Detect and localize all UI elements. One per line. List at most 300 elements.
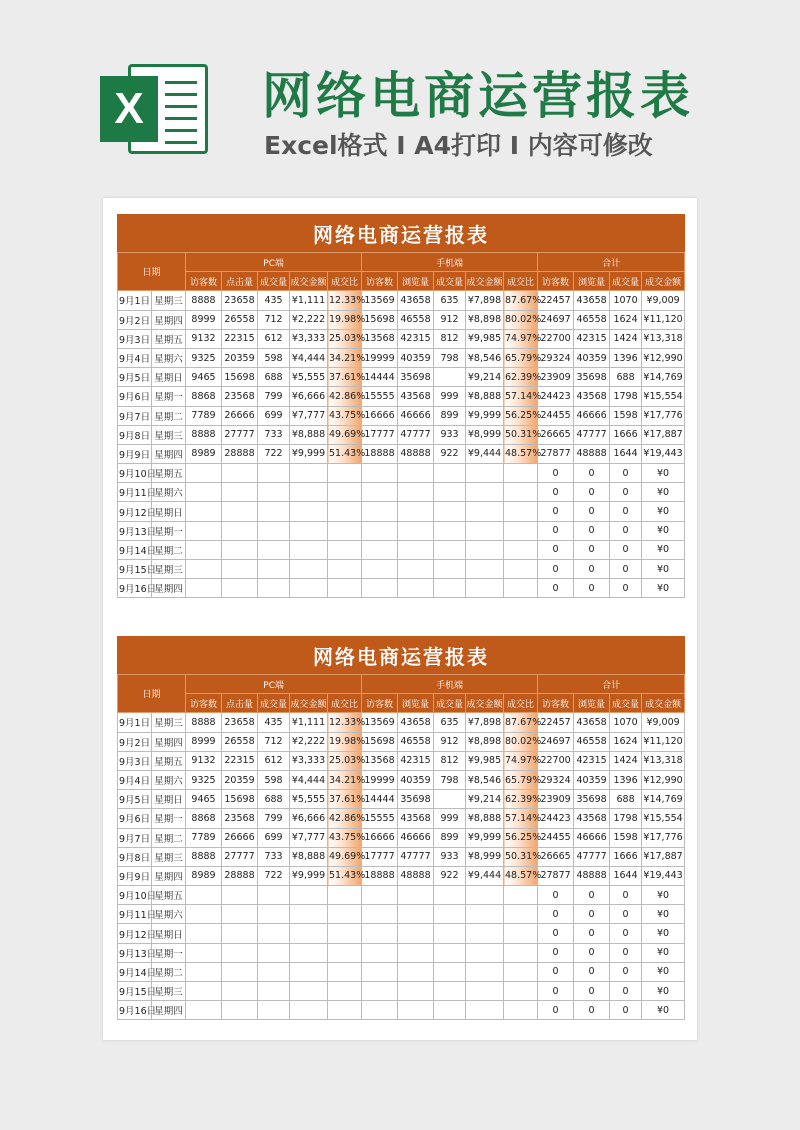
table-cell[interactable]: 40359 — [398, 348, 434, 367]
table-cell[interactable]: 0 — [538, 943, 574, 962]
table-cell[interactable]: ¥12,990 — [642, 348, 685, 367]
table-cell[interactable] — [258, 943, 290, 962]
table-cell[interactable] — [504, 540, 538, 559]
table-cell[interactable]: 42315 — [574, 751, 610, 770]
table-cell[interactable]: 12.33% — [328, 291, 362, 310]
table-cell[interactable] — [186, 924, 222, 943]
table-cell[interactable]: 28888 — [222, 444, 258, 463]
table-cell[interactable] — [222, 560, 258, 579]
table-cell[interactable]: ¥7,898 — [466, 713, 504, 732]
table-cell[interactable]: 42315 — [574, 329, 610, 348]
table-cell[interactable]: 0 — [610, 464, 642, 483]
table-cell[interactable] — [466, 943, 504, 962]
table-cell[interactable]: ¥0 — [642, 943, 685, 962]
table-cell[interactable]: 12.33% — [328, 713, 362, 732]
table-cell[interactable]: 26558 — [222, 310, 258, 329]
table-cell[interactable]: 43.75% — [328, 406, 362, 425]
table-cell[interactable]: 星期一 — [152, 809, 186, 828]
table-cell[interactable]: ¥13,318 — [642, 751, 685, 770]
table-cell[interactable]: 733 — [258, 847, 290, 866]
table-cell[interactable] — [290, 464, 328, 483]
table-cell[interactable]: ¥15,554 — [642, 387, 685, 406]
table-cell[interactable]: 24697 — [538, 310, 574, 329]
table-cell[interactable]: 712 — [258, 732, 290, 751]
table-cell[interactable] — [362, 483, 398, 502]
table-cell[interactable]: 1598 — [610, 406, 642, 425]
table-cell[interactable]: ¥8,546 — [466, 348, 504, 367]
table-cell[interactable]: 星期四 — [152, 444, 186, 463]
table-cell[interactable]: ¥9,444 — [466, 866, 504, 885]
table-cell[interactable]: 49.69% — [328, 847, 362, 866]
table-cell[interactable]: ¥9,999 — [466, 828, 504, 847]
table-cell[interactable]: ¥0 — [642, 579, 685, 598]
table-cell[interactable]: 0 — [610, 483, 642, 502]
table-cell[interactable]: 50.31% — [504, 847, 538, 866]
table-cell[interactable]: 635 — [434, 291, 466, 310]
table-cell[interactable]: 星期三 — [152, 291, 186, 310]
table-cell[interactable]: 星期六 — [152, 348, 186, 367]
table-cell[interactable]: 22457 — [538, 713, 574, 732]
table-cell[interactable]: 1666 — [610, 847, 642, 866]
table-cell[interactable] — [434, 1001, 466, 1020]
table-cell[interactable] — [362, 905, 398, 924]
table-cell[interactable]: 22700 — [538, 751, 574, 770]
table-cell[interactable]: ¥8,898 — [466, 310, 504, 329]
table-cell[interactable]: 1644 — [610, 444, 642, 463]
table-cell[interactable]: 1424 — [610, 751, 642, 770]
table-cell[interactable]: ¥0 — [642, 502, 685, 521]
table-cell[interactable]: 0 — [574, 924, 610, 943]
table-cell[interactable] — [466, 924, 504, 943]
table-cell[interactable]: 0 — [574, 1001, 610, 1020]
table-cell[interactable] — [328, 560, 362, 579]
table-cell[interactable] — [504, 924, 538, 943]
table-cell[interactable] — [258, 1001, 290, 1020]
table-cell[interactable] — [222, 540, 258, 559]
table-cell[interactable] — [504, 982, 538, 1001]
table-cell[interactable]: 0 — [538, 905, 574, 924]
table-cell[interactable]: ¥0 — [642, 924, 685, 943]
table-cell[interactable] — [434, 924, 466, 943]
table-cell[interactable]: 7789 — [186, 406, 222, 425]
table-cell[interactable]: ¥17,776 — [642, 406, 685, 425]
table-cell[interactable]: 9月16日 — [118, 579, 152, 598]
table-cell[interactable]: 8989 — [186, 444, 222, 463]
table-cell[interactable]: 35698 — [398, 790, 434, 809]
table-cell[interactable] — [290, 924, 328, 943]
table-cell[interactable] — [434, 502, 466, 521]
table-cell[interactable] — [398, 905, 434, 924]
table-cell[interactable]: 22700 — [538, 329, 574, 348]
table-cell[interactable] — [222, 464, 258, 483]
table-cell[interactable]: 56.25% — [504, 406, 538, 425]
table-cell[interactable]: ¥7,898 — [466, 291, 504, 310]
table-cell[interactable] — [258, 464, 290, 483]
table-cell[interactable]: 35698 — [398, 368, 434, 387]
table-cell[interactable]: 51.43% — [328, 866, 362, 885]
table-cell[interactable] — [186, 502, 222, 521]
table-cell[interactable]: 9月15日 — [118, 560, 152, 579]
table-cell[interactable]: ¥8,898 — [466, 732, 504, 751]
table-cell[interactable]: 47777 — [574, 847, 610, 866]
table-cell[interactable]: 29324 — [538, 348, 574, 367]
table-cell[interactable]: 40359 — [398, 770, 434, 789]
table-cell[interactable]: 0 — [538, 483, 574, 502]
table-cell[interactable]: 15698 — [222, 790, 258, 809]
table-cell[interactable]: 星期日 — [152, 924, 186, 943]
table-cell[interactable]: 46558 — [574, 310, 610, 329]
table-cell[interactable] — [434, 886, 466, 905]
table-cell[interactable]: ¥1,111 — [290, 713, 328, 732]
table-cell[interactable]: 8888 — [186, 847, 222, 866]
table-cell[interactable] — [328, 943, 362, 962]
table-cell[interactable]: 43658 — [574, 291, 610, 310]
table-cell[interactable]: ¥9,985 — [466, 329, 504, 348]
table-cell[interactable]: 0 — [610, 924, 642, 943]
table-cell[interactable]: 9132 — [186, 329, 222, 348]
table-cell[interactable]: 9月12日 — [118, 502, 152, 521]
table-cell[interactable]: 0 — [574, 943, 610, 962]
table-cell[interactable]: 43658 — [574, 713, 610, 732]
table-cell[interactable]: 9132 — [186, 751, 222, 770]
table-cell[interactable] — [362, 924, 398, 943]
table-cell[interactable]: 46666 — [398, 828, 434, 847]
table-cell[interactable]: 9月1日 — [118, 713, 152, 732]
table-cell[interactable]: 912 — [434, 310, 466, 329]
table-cell[interactable] — [466, 1001, 504, 1020]
table-cell[interactable]: 43568 — [398, 387, 434, 406]
table-cell[interactable]: 933 — [434, 847, 466, 866]
table-cell[interactable]: 9月8日 — [118, 425, 152, 444]
table-cell[interactable]: 37.61% — [328, 790, 362, 809]
table-cell[interactable]: 星期三 — [152, 847, 186, 866]
table-cell[interactable] — [398, 943, 434, 962]
table-cell[interactable]: 星期三 — [152, 713, 186, 732]
table-cell[interactable]: 13568 — [362, 751, 398, 770]
table-cell[interactable]: 0 — [574, 540, 610, 559]
table-cell[interactable]: 999 — [434, 387, 466, 406]
table-cell[interactable]: 798 — [434, 770, 466, 789]
table-cell[interactable] — [504, 1001, 538, 1020]
table-cell[interactable]: 星期四 — [152, 1001, 186, 1020]
table-cell[interactable]: 26666 — [222, 828, 258, 847]
table-cell[interactable]: 27877 — [538, 444, 574, 463]
table-cell[interactable]: 星期六 — [152, 483, 186, 502]
table-cell[interactable]: 0 — [538, 924, 574, 943]
table-cell[interactable]: 26665 — [538, 847, 574, 866]
table-cell[interactable]: 46666 — [574, 406, 610, 425]
table-cell[interactable]: ¥8,888 — [290, 425, 328, 444]
table-cell[interactable]: ¥11,120 — [642, 310, 685, 329]
table-cell[interactable]: ¥8,888 — [466, 809, 504, 828]
table-cell[interactable]: 8868 — [186, 387, 222, 406]
table-cell[interactable]: 星期一 — [152, 521, 186, 540]
table-cell[interactable] — [328, 924, 362, 943]
table-cell[interactable]: 799 — [258, 387, 290, 406]
table-cell[interactable]: 星期五 — [152, 329, 186, 348]
table-cell[interactable] — [362, 962, 398, 981]
table-cell[interactable]: 星期三 — [152, 425, 186, 444]
table-cell[interactable] — [434, 579, 466, 598]
table-cell[interactable]: 13569 — [362, 291, 398, 310]
table-cell[interactable] — [466, 579, 504, 598]
table-cell[interactable]: 0 — [538, 540, 574, 559]
table-cell[interactable]: 22457 — [538, 291, 574, 310]
table-cell[interactable]: 46558 — [574, 732, 610, 751]
table-cell[interactable]: 17777 — [362, 847, 398, 866]
table-cell[interactable]: 612 — [258, 329, 290, 348]
table-cell[interactable]: 1644 — [610, 866, 642, 885]
table-cell[interactable]: 18888 — [362, 444, 398, 463]
table-cell[interactable]: 9325 — [186, 770, 222, 789]
table-cell[interactable]: 9月9日 — [118, 444, 152, 463]
table-cell[interactable]: ¥4,444 — [290, 770, 328, 789]
table-cell[interactable]: ¥9,999 — [466, 406, 504, 425]
table-cell[interactable]: 42315 — [398, 751, 434, 770]
table-cell[interactable] — [290, 579, 328, 598]
table-cell[interactable]: 47777 — [398, 847, 434, 866]
table-cell[interactable]: 688 — [258, 790, 290, 809]
table-cell[interactable] — [434, 790, 466, 809]
table-cell[interactable] — [504, 560, 538, 579]
table-cell[interactable]: 14444 — [362, 368, 398, 387]
table-cell[interactable]: 1070 — [610, 713, 642, 732]
table-cell[interactable] — [504, 886, 538, 905]
table-cell[interactable] — [362, 579, 398, 598]
table-cell[interactable]: ¥11,120 — [642, 732, 685, 751]
table-cell[interactable]: ¥7,777 — [290, 406, 328, 425]
table-cell[interactable]: ¥0 — [642, 560, 685, 579]
table-cell[interactable] — [186, 579, 222, 598]
table-cell[interactable] — [328, 886, 362, 905]
table-cell[interactable] — [258, 982, 290, 1001]
table-cell[interactable]: 435 — [258, 713, 290, 732]
table-cell[interactable]: ¥9,214 — [466, 790, 504, 809]
table-cell[interactable]: 0 — [574, 483, 610, 502]
table-cell[interactable] — [186, 540, 222, 559]
table-cell[interactable] — [398, 886, 434, 905]
table-cell[interactable]: 星期一 — [152, 943, 186, 962]
table-cell[interactable]: 1396 — [610, 348, 642, 367]
table-cell[interactable] — [186, 962, 222, 981]
table-cell[interactable]: 43568 — [398, 809, 434, 828]
table-cell[interactable] — [328, 1001, 362, 1020]
table-cell[interactable]: 922 — [434, 866, 466, 885]
table-cell[interactable] — [222, 483, 258, 502]
table-cell[interactable]: 49.69% — [328, 425, 362, 444]
table-cell[interactable]: 43568 — [574, 809, 610, 828]
table-cell[interactable] — [328, 521, 362, 540]
table-cell[interactable]: ¥0 — [642, 905, 685, 924]
table-cell[interactable]: 435 — [258, 291, 290, 310]
table-cell[interactable] — [398, 924, 434, 943]
table-cell[interactable] — [290, 483, 328, 502]
table-cell[interactable] — [504, 943, 538, 962]
table-cell[interactable]: 48888 — [574, 444, 610, 463]
table-cell[interactable]: ¥13,318 — [642, 329, 685, 348]
table-cell[interactable]: 15698 — [362, 732, 398, 751]
table-cell[interactable]: 0 — [610, 579, 642, 598]
table-cell[interactable]: 9月3日 — [118, 329, 152, 348]
table-cell[interactable]: ¥0 — [642, 464, 685, 483]
table-cell[interactable] — [398, 1001, 434, 1020]
table-cell[interactable]: ¥0 — [642, 521, 685, 540]
table-cell[interactable]: 933 — [434, 425, 466, 444]
table-cell[interactable]: 0 — [574, 464, 610, 483]
table-cell[interactable] — [398, 982, 434, 1001]
table-cell[interactable]: ¥9,999 — [290, 444, 328, 463]
table-cell[interactable]: 15555 — [362, 809, 398, 828]
table-cell[interactable]: 9月13日 — [118, 943, 152, 962]
table-cell[interactable]: 19999 — [362, 348, 398, 367]
table-cell[interactable]: 0 — [610, 905, 642, 924]
table-cell[interactable]: 733 — [258, 425, 290, 444]
table-cell[interactable]: 57.14% — [504, 809, 538, 828]
table-cell[interactable] — [290, 502, 328, 521]
table-cell[interactable] — [398, 962, 434, 981]
table-cell[interactable]: 51.43% — [328, 444, 362, 463]
table-cell[interactable] — [328, 962, 362, 981]
table-cell[interactable] — [466, 521, 504, 540]
table-cell[interactable]: 27877 — [538, 866, 574, 885]
table-cell[interactable] — [504, 579, 538, 598]
table-cell[interactable]: ¥19,443 — [642, 866, 685, 885]
table-cell[interactable]: 62.39% — [504, 368, 538, 387]
table-cell[interactable] — [466, 560, 504, 579]
table-cell[interactable]: 50.31% — [504, 425, 538, 444]
table-cell[interactable]: ¥0 — [642, 1001, 685, 1020]
table-cell[interactable] — [466, 905, 504, 924]
table-cell[interactable] — [434, 982, 466, 1001]
table-cell[interactable]: ¥6,666 — [290, 809, 328, 828]
table-cell[interactable]: ¥0 — [642, 982, 685, 1001]
table-cell[interactable]: 699 — [258, 406, 290, 425]
table-cell[interactable] — [328, 905, 362, 924]
table-cell[interactable]: ¥17,887 — [642, 847, 685, 866]
table-cell[interactable]: 9月1日 — [118, 291, 152, 310]
table-cell[interactable]: 688 — [258, 368, 290, 387]
table-cell[interactable]: 8888 — [186, 291, 222, 310]
table-cell[interactable] — [222, 579, 258, 598]
table-cell[interactable]: ¥0 — [642, 962, 685, 981]
table-cell[interactable]: 星期五 — [152, 751, 186, 770]
table-cell[interactable] — [362, 943, 398, 962]
table-cell[interactable]: 19.98% — [328, 732, 362, 751]
table-cell[interactable]: ¥6,666 — [290, 387, 328, 406]
table-cell[interactable]: 星期日 — [152, 502, 186, 521]
table-cell[interactable]: 0 — [610, 886, 642, 905]
table-cell[interactable] — [186, 943, 222, 962]
table-cell[interactable] — [362, 502, 398, 521]
table-cell[interactable]: 9月8日 — [118, 847, 152, 866]
table-cell[interactable]: 9月7日 — [118, 406, 152, 425]
table-cell[interactable]: 9月4日 — [118, 348, 152, 367]
table-cell[interactable]: 74.97% — [504, 329, 538, 348]
table-cell[interactable]: 688 — [610, 368, 642, 387]
table-cell[interactable]: 8989 — [186, 866, 222, 885]
table-cell[interactable]: 9月12日 — [118, 924, 152, 943]
table-cell[interactable]: ¥9,214 — [466, 368, 504, 387]
table-cell[interactable]: 812 — [434, 329, 466, 348]
table-cell[interactable] — [466, 982, 504, 1001]
table-cell[interactable]: 688 — [610, 790, 642, 809]
table-cell[interactable]: 65.79% — [504, 348, 538, 367]
table-cell[interactable]: 712 — [258, 310, 290, 329]
table-cell[interactable] — [258, 483, 290, 502]
table-cell[interactable]: 1424 — [610, 329, 642, 348]
table-cell[interactable]: 16666 — [362, 406, 398, 425]
table-cell[interactable]: ¥15,554 — [642, 809, 685, 828]
table-cell[interactable] — [258, 886, 290, 905]
table-cell[interactable]: 19.98% — [328, 310, 362, 329]
table-cell[interactable]: 1798 — [610, 809, 642, 828]
table-cell[interactable] — [398, 502, 434, 521]
table-cell[interactable] — [398, 560, 434, 579]
table-cell[interactable]: 22315 — [222, 751, 258, 770]
table-cell[interactable]: 23568 — [222, 387, 258, 406]
table-cell[interactable]: 798 — [434, 348, 466, 367]
table-cell[interactable]: 35698 — [574, 368, 610, 387]
table-cell[interactable] — [398, 483, 434, 502]
table-cell[interactable]: 43.75% — [328, 828, 362, 847]
table-cell[interactable]: 27777 — [222, 425, 258, 444]
table-cell[interactable] — [434, 464, 466, 483]
table-cell[interactable] — [434, 905, 466, 924]
table-cell[interactable]: 0 — [538, 502, 574, 521]
table-cell[interactable]: 18888 — [362, 866, 398, 885]
table-cell[interactable]: 星期六 — [152, 770, 186, 789]
table-cell[interactable]: ¥5,555 — [290, 368, 328, 387]
table-cell[interactable]: 24423 — [538, 387, 574, 406]
table-cell[interactable]: 87.67% — [504, 291, 538, 310]
table-cell[interactable]: 46666 — [574, 828, 610, 847]
table-cell[interactable]: 598 — [258, 348, 290, 367]
table-cell[interactable]: 612 — [258, 751, 290, 770]
table-cell[interactable]: ¥19,443 — [642, 444, 685, 463]
table-cell[interactable]: 星期二 — [152, 962, 186, 981]
table-cell[interactable]: 23658 — [222, 713, 258, 732]
table-cell[interactable]: 9月13日 — [118, 521, 152, 540]
table-cell[interactable]: 23568 — [222, 809, 258, 828]
table-cell[interactable]: ¥3,333 — [290, 329, 328, 348]
table-cell[interactable]: 0 — [574, 982, 610, 1001]
table-cell[interactable]: 26666 — [222, 406, 258, 425]
table-cell[interactable]: 星期三 — [152, 560, 186, 579]
table-cell[interactable] — [434, 540, 466, 559]
table-cell[interactable] — [362, 521, 398, 540]
table-cell[interactable]: 9月10日 — [118, 464, 152, 483]
table-cell[interactable]: ¥2,222 — [290, 732, 328, 751]
table-cell[interactable]: ¥8,999 — [466, 847, 504, 866]
table-cell[interactable]: 7789 — [186, 828, 222, 847]
table-cell[interactable]: ¥17,887 — [642, 425, 685, 444]
table-cell[interactable]: 9月11日 — [118, 905, 152, 924]
table-cell[interactable]: 9月4日 — [118, 770, 152, 789]
table-cell[interactable] — [186, 560, 222, 579]
table-cell[interactable]: 9465 — [186, 368, 222, 387]
table-cell[interactable]: 15698 — [222, 368, 258, 387]
table-cell[interactable]: 48.57% — [504, 866, 538, 885]
table-cell[interactable]: 星期四 — [152, 732, 186, 751]
table-cell[interactable]: 8868 — [186, 809, 222, 828]
table-cell[interactable]: 0 — [574, 502, 610, 521]
table-cell[interactable] — [466, 962, 504, 981]
table-cell[interactable]: 9月16日 — [118, 1001, 152, 1020]
table-cell[interactable]: 29324 — [538, 770, 574, 789]
table-cell[interactable] — [186, 982, 222, 1001]
table-cell[interactable] — [290, 886, 328, 905]
table-cell[interactable]: ¥14,769 — [642, 790, 685, 809]
